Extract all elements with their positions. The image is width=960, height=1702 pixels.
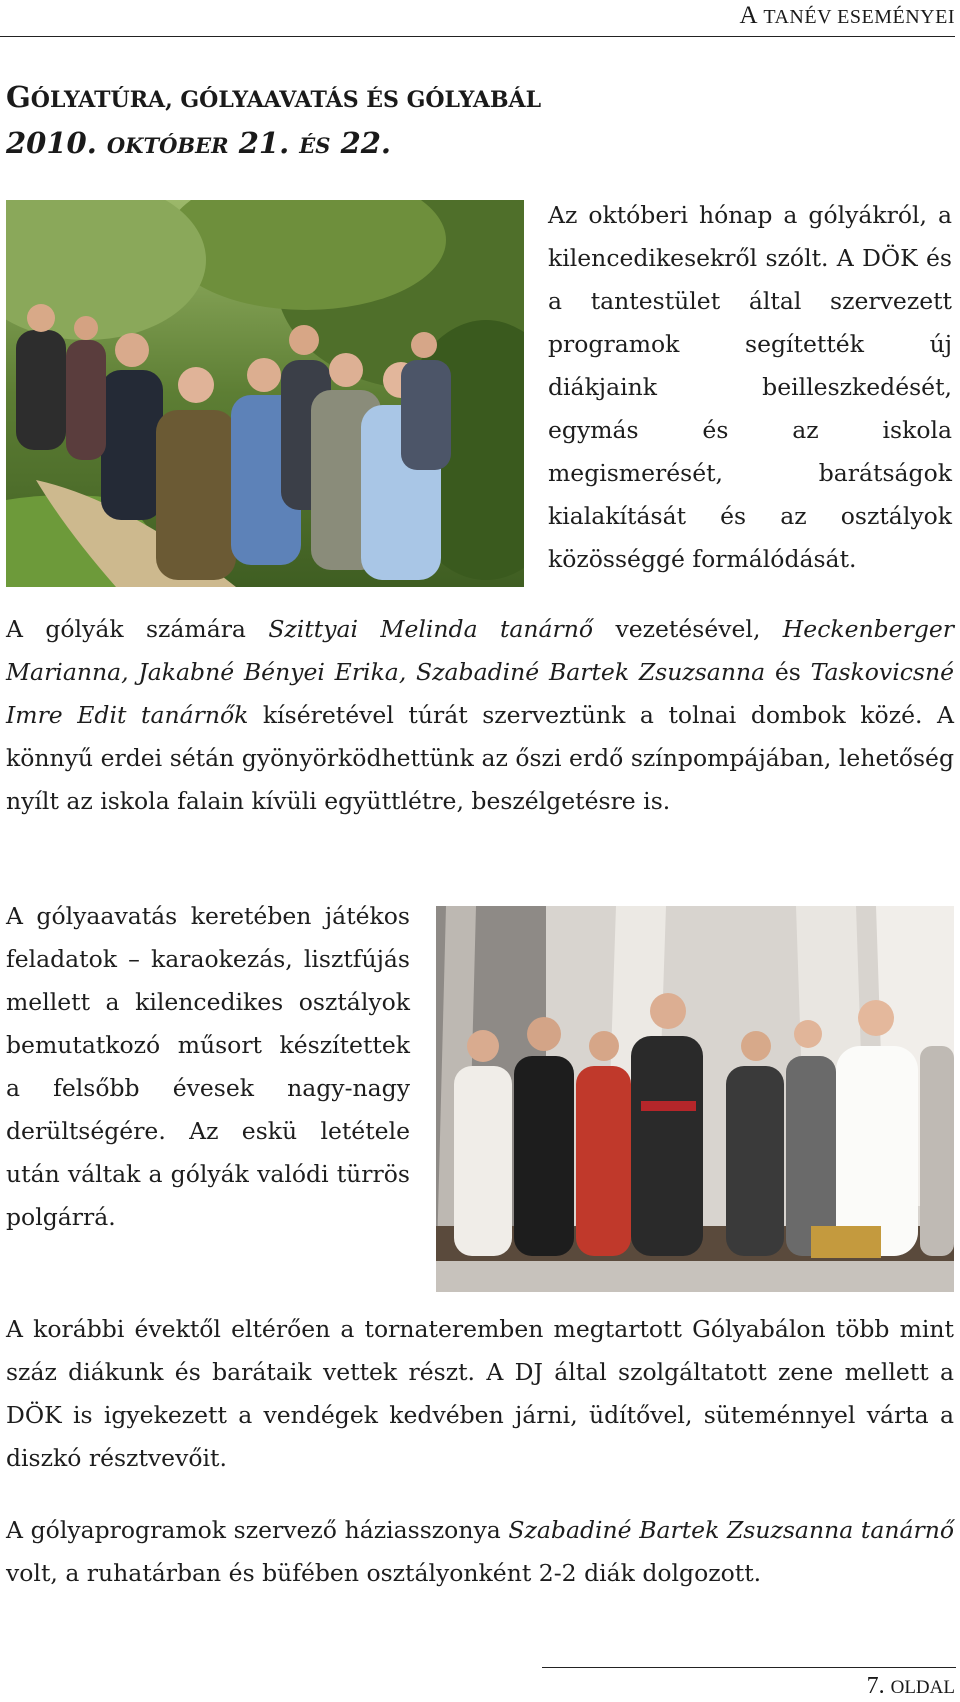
- running-header: [0, 0, 955, 37]
- organizer-text-2: volt, a ruhatárban és büfében osztályonként 2-2 diák dolgozott.: [6, 1559, 762, 1587]
- title-lead-letter: G: [6, 80, 31, 114]
- ball-paragraph: A korábbi évektől eltérően a tornateremben megtartott Gólyabálon több mint száz diákunk és barátaik vettek részt. A DJ által szolgáltatott zene mellett a DÖK is igyekezett a vendégek kedvében járni, üdítővel, süteménnyel várta a diszkó résztvevőit.: [6, 1315, 954, 1472]
- date-month: OKTÓBER: [106, 133, 229, 158]
- hike-paragraph: [6, 608, 954, 823]
- hike-leader-name: Szittyai Melinda tanárnő: [268, 615, 594, 643]
- date-day2: 22.: [340, 126, 392, 160]
- organizer-text-1: A gólyaprogramok szervező háziasszonya: [6, 1516, 509, 1544]
- hike-text-3: és: [765, 658, 811, 686]
- section-title: [739, 2, 955, 30]
- hike-teacher-names-2: Taskovicsné Imre Edit tanárnők: [6, 658, 954, 729]
- page-number-value: 7.: [866, 1673, 885, 1699]
- hiking-photo: [6, 200, 524, 587]
- stage-photo-image: [436, 906, 954, 1292]
- date-day1: 21.: [238, 126, 290, 160]
- hike-text-2: vezetésével,: [593, 615, 783, 643]
- hiking-photo-image: [6, 200, 524, 587]
- organizer-paragraph: [6, 1509, 954, 1595]
- title-rest: ÓLYATÚRA, GÓLYAAVATÁS ÉS GÓLYABÁL: [30, 87, 542, 113]
- organizer-name: Szabadiné Bartek Zsuzsanna tanárnő: [508, 1516, 954, 1544]
- initiation-paragraph: A gólyaavatás keretében játékos feladatok – karaokezás, lisztfújás mellett a kilencedikes osztályok bemutatkozó műsort készítettek a felsőbb évesek nagy-nagy derültségére. Az eskü letétele után váltak a gólyák valódi türrös polgárrá.: [6, 902, 410, 1231]
- date-year: 2010.: [6, 126, 97, 160]
- page-number-word: OLDAL: [890, 1677, 955, 1698]
- footer-rule: [542, 1667, 956, 1668]
- hike-text-1: A gólyák számára: [6, 615, 269, 643]
- hike-teacher-names: Heckenberger Marianna, Jakabné Bényei Erika, Szabadiné Bartek Zsuzsanna: [6, 615, 955, 686]
- article-date: [6, 124, 906, 165]
- page-number: [867, 1673, 955, 1700]
- article-title: [6, 78, 906, 119]
- section-title-cap: A: [739, 2, 757, 29]
- hike-text-4: kíséretével túrát szerveztünk a tolnai dombok közé. A könnyű erdei sétán gyönyörködhettünk az őszi erdő színpompájában, lehetőség nyílt az iskola falain kívüli együttlétre, beszélgetésre is.: [6, 701, 954, 815]
- date-and: ÉS: [299, 133, 331, 158]
- section-title-rest: TANÉV ESEMÉNYEI: [763, 6, 955, 28]
- stage-photo: [436, 906, 954, 1292]
- intro-paragraph: Az októberi hónap a gólyákról, a kilencedikesekről szólt. A DÖK és a tantestület által szervezett programok segítették új diákjaink beilleszkedését, egymás és az iskola megismerését, barátságok kialakítását és az osztályok közösséggé formálódását.: [548, 201, 952, 573]
